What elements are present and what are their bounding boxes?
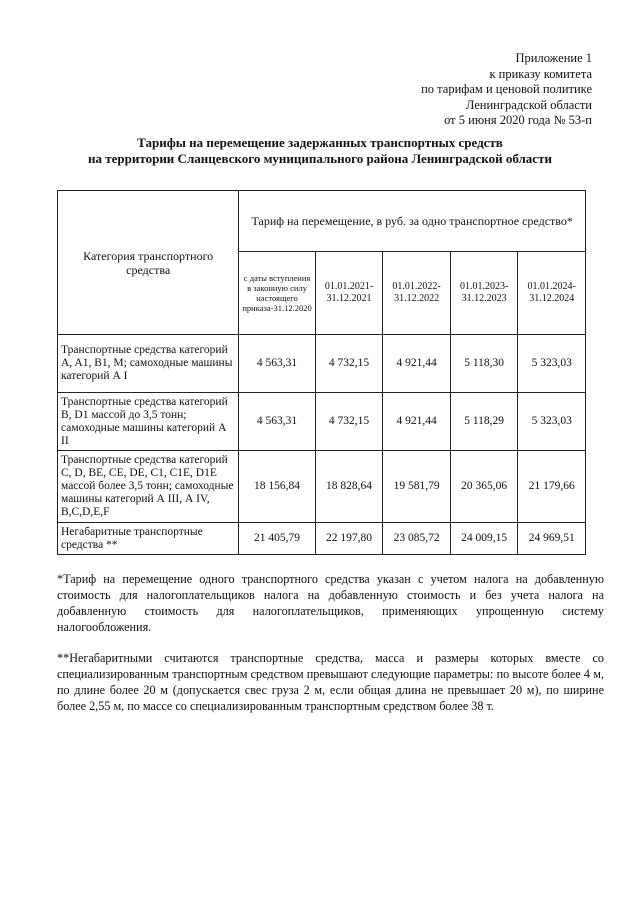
- period-header: 01.01.2022-31.12.2022: [383, 252, 451, 335]
- tariff-value: 18 828,64: [315, 451, 383, 523]
- category-cell: Транспортные средства категорий C, D, BE, CE, DE, C1, C1E, D1E массой более 3,5 тонн; самоходные машины категорий А III, А IV, B,C,D,E,F: [58, 451, 239, 523]
- tariff-value: 5 118,30: [450, 335, 518, 393]
- tariff-header: Тариф на перемещение, в руб. за одно транспортное средство*: [239, 191, 586, 252]
- tariff-value: 20 365,06: [450, 451, 518, 523]
- tariff-value: 4 563,31: [239, 335, 315, 393]
- appendix-line: Приложение 1: [515, 51, 592, 65]
- tariff-table: [57, 190, 586, 555]
- tariff-value: 4 563,31: [239, 393, 315, 451]
- tariff-value: 23 085,72: [383, 523, 451, 555]
- period-header: 01.01.2021-31.12.2021: [315, 252, 383, 335]
- tariff-value: 4 732,15: [315, 393, 383, 451]
- table-row: [58, 451, 586, 523]
- title-line-1: Тарифы на перемещение задержанных транспортных средств: [137, 135, 503, 150]
- appendix-line: к приказу комитета: [489, 66, 592, 81]
- tariff-value: 4 732,15: [315, 335, 383, 393]
- tariff-value: 5 118,29: [450, 393, 518, 451]
- tariff-value: 4 921,44: [383, 335, 451, 393]
- tariff-value: 21 405,79: [239, 523, 315, 555]
- period-header: 01.01.2024-31.12.2024: [518, 252, 586, 335]
- footnote-oversized: **Негабаритными считаются транспортные средства, масса и размеры которых вместе со специализированным транспортным средством превышают следующие параметры: по высоте более 4 м, по длине более 20 м (допускается свес груза 2 м, если общая длина не превышает 20 м), по ширине более 2,55 м, по массе со специализированным транспортным средством более 38 т.: [57, 651, 604, 713]
- title-line-2: на территории Сланцевского муниципального района Ленинградской области: [88, 151, 552, 166]
- category-cell: Негабаритные транспортные средства **: [58, 523, 239, 555]
- category-header: Категория транспортного средства: [58, 191, 239, 335]
- table-header-row: [58, 191, 586, 252]
- footnote-vat: *Тариф на перемещение одного транспортного средства указан с учетом налога на добавленную стоимость для налогоплательщиков налога на добавленную стоимость и без учета налога на добавленную стоимость для налогоплательщиков, применяющих упрощенную систему налогообложения.: [57, 572, 604, 634]
- period-header: с даты вступления в законную силу настоящего приказа-31.12.2020: [239, 252, 315, 335]
- appendix-line: по тарифам и ценовой политике: [421, 82, 592, 96]
- tariff-value: 24 009,15: [450, 523, 518, 555]
- category-cell: Транспортные средства категорий A, A1, B1, M; самоходные машины категорий А I: [58, 335, 239, 393]
- tariff-value: 24 969,51: [518, 523, 586, 555]
- tariff-value: 19 581,79: [383, 451, 451, 523]
- tariff-value: 5 323,03: [518, 335, 586, 393]
- tariff-value: 4 921,44: [383, 393, 451, 451]
- table-row: [58, 523, 586, 555]
- appendix-line: Ленинградской области: [465, 97, 592, 112]
- appendix-line: от 5 июня 2020 года № 53-п: [444, 113, 592, 127]
- document-title: [40, 135, 600, 167]
- tariff-value: 18 156,84: [239, 451, 315, 523]
- table-row: [58, 393, 586, 451]
- tariff-value: 22 197,80: [315, 523, 383, 555]
- appendix-header: [352, 51, 592, 129]
- period-header: 01.01.2023-31.12.2023: [450, 252, 518, 335]
- category-cell: Транспортные средства категорий B, D1 массой до 3,5 тонн; самоходные машины категорий А II: [58, 393, 239, 451]
- table-row: [58, 335, 586, 393]
- tariff-value: 5 323,03: [518, 393, 586, 451]
- tariff-value: 21 179,66: [518, 451, 586, 523]
